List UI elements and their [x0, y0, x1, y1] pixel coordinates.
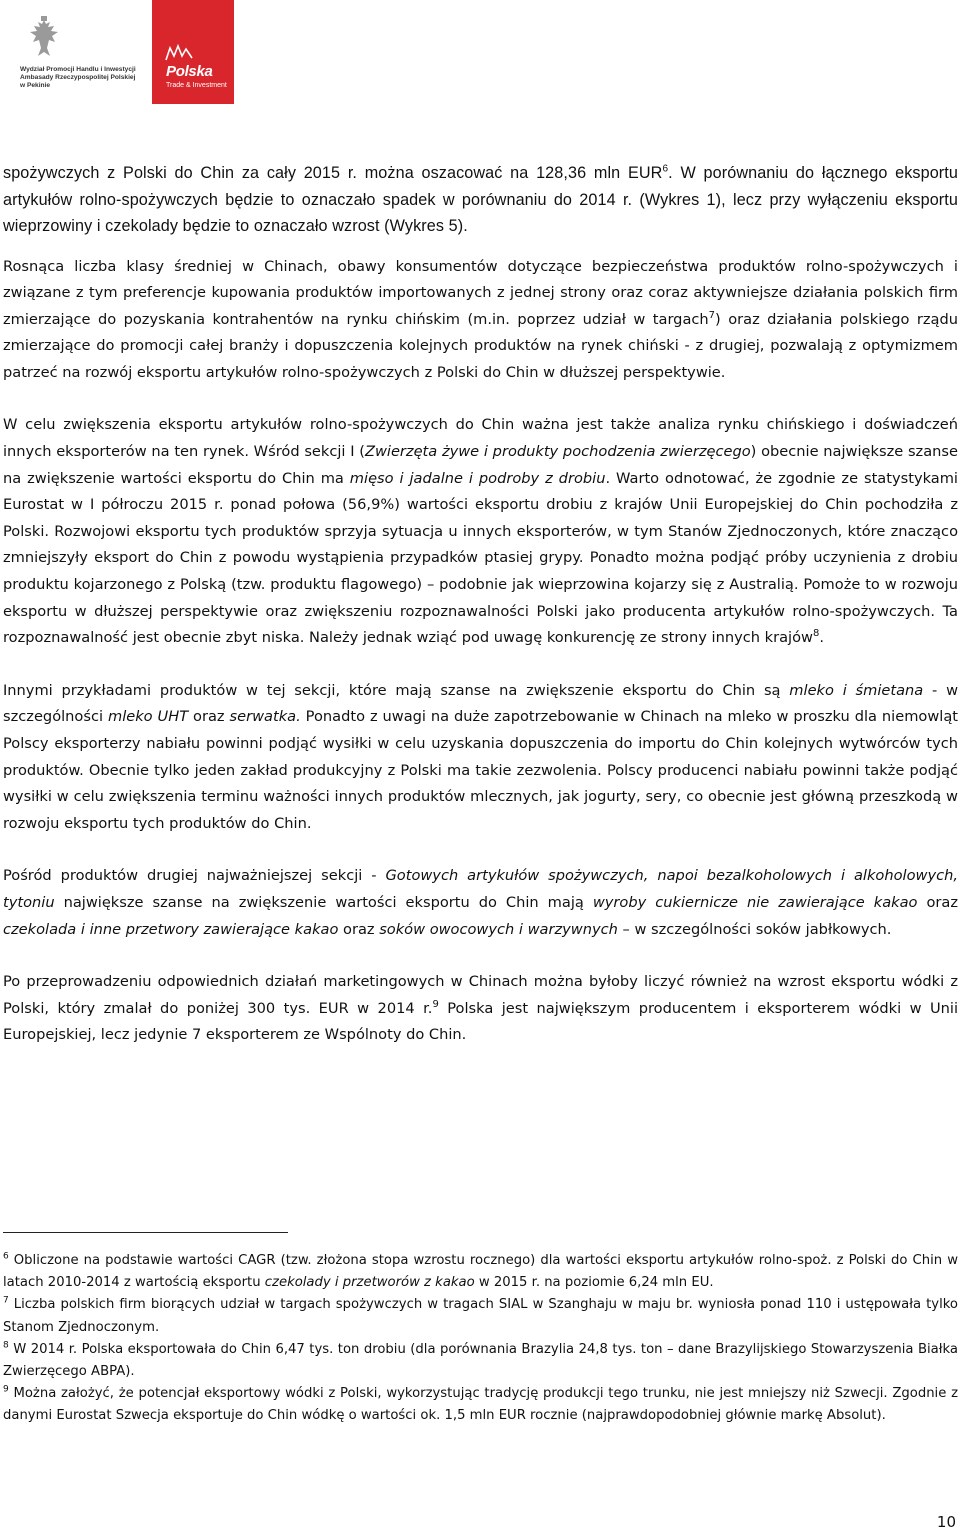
ministry-logo [20, 14, 140, 90]
footnote-6-text-b: w 2015 r. na poziomie 6,24 mln EU. [474, 1275, 714, 1291]
paragraph-vodka [3, 969, 958, 1049]
p3-text-d: . [819, 629, 824, 647]
p5-italic-3: czekolada i inne przetwory zawierające kakao [3, 920, 339, 938]
p4-text-c: oraz [188, 708, 230, 726]
p5-italic-1: Gotowych artykułów spożywczych, napoi bezalkoholowych i alkoholowych, tytoniu [3, 867, 958, 911]
p1-text-a: spożywczych z Polski do Chin za cały 2015 r. można oszacować na 128,36 mln EUR [3, 164, 663, 182]
polish-eagle-emblem-icon [24, 14, 64, 62]
p4-italic-1: mleko i śmietana [789, 681, 924, 699]
p2-text-a: Rosnąca liczba klasy średniej w Chinach, obawy konsumentów dotyczące bezpieczeństwa produktów rolno-spożywczych i związane z tym preferencje kupowania produktów importowanych z jednej strony oraz coraz aktywniejsze działania polskich firm zmierzające do pozyskania kontrahentów na rynku chińskim (m.in. poprzez udział w targach [3, 257, 958, 328]
p5-text-e: – w szczególności soków jabłkowych. [617, 920, 892, 938]
footnote-6-italic: czekolady i przetworów z kakao [264, 1275, 475, 1291]
ministry-line-2: Ambasady Rzeczypospolitej Polskiej [20, 74, 136, 81]
brand-tagline: Trade & Investment [166, 82, 227, 89]
p5-text-d: oraz [338, 920, 380, 938]
paragraph-section-two [3, 863, 958, 943]
p5-text-b: największe szanse na zwiększenie wartości eksportu do Chin mają [54, 893, 593, 911]
footnote-9-text: Można założyć, że potencjał eksportowy wódki z Polski, wykorzystując tradycję produkcji tego trunku, nie jest mniejszy niż Szwecji. Zgodnie z danymi Eurostat Szwecja eksportuje do Chin wódkę o wartości ok. 1,5 mln EUR rocznie (najprawdopodobniej głównie markę Absolut). [3, 1386, 958, 1424]
paragraph-market-outlook [3, 254, 958, 387]
footnote-ref-8[interactable]: 8 [812, 628, 820, 640]
ministry-name [20, 66, 140, 90]
footnote-6-number: 6 [3, 1251, 9, 1262]
p5-text-c: oraz [917, 893, 959, 911]
footnote-separator [3, 1232, 288, 1233]
p2-text-b: ) oraz działania polskiego rządu zmierzające do promocji całej branży i dopuszczenia kolejnych produktów na rynek chiński - z drugiej, pozwalają z optymizmem patrzeć na rozwój eksportu artykułów rolno-spożywczych z Polski do Chin w dłuższej perspektywie. [3, 310, 959, 381]
footnote-8-text: W 2014 r. Polska eksportowała do Chin 6,47 tys. ton drobiu (dla porównania Brazylia 24,8 tys. ton – dane Brazylijskiego Stowarzyszenia Białka Zwierzęcego ABPA). [3, 1341, 958, 1380]
footnote-8 [3, 1339, 958, 1383]
footnote-7 [3, 1294, 958, 1338]
footnote-ref-6[interactable]: 6 [662, 163, 669, 175]
p1-text-b: . W porównaniu do łącznego eksportu artykułów rolno-spożywczych będzie to oznaczało spadek w porównaniu do 2014 r. (Wykres 1), lecz przy wyłączeniu eksportu wieprzowiny i czekolady będzie to oznaczało wzrost (Wykres 5). [3, 164, 959, 235]
ministry-line-3: w Pekinie [20, 82, 51, 89]
footnote-9-number: 9 [3, 1384, 9, 1395]
p4-italic-2: mleko UHT [107, 708, 189, 726]
footnote-9 [3, 1383, 958, 1427]
footnotes [3, 1250, 958, 1428]
footnote-ref-9[interactable]: 9 [432, 998, 439, 1010]
p4-italic-3: serwatka. [229, 708, 301, 726]
footnote-ref-7[interactable]: 7 [708, 309, 716, 321]
document-body [3, 160, 958, 1049]
p5-text-a: Pośród produktów drugiej najważniejszej sekcji - [3, 867, 386, 885]
p3-text-a: W celu zwiększenia eksportu artykułów rolno-spożywczych do Chin ważna jest także analiza rynku chińskiego i doświadczeń innych eksporterów na ten rynek. Wśród sekcji I ( [3, 416, 958, 461]
polska-brand-logo [152, 0, 234, 104]
p4-text-b: - w szczególności [3, 681, 959, 726]
paragraph-export-estimate [3, 160, 958, 240]
footnote-7-number: 7 [3, 1296, 9, 1307]
page-header [0, 0, 960, 110]
p6-text-b: Polska jest największym producentem i eksporterem wódki w Unii Europejskiej, lecz jedynie 7 eksporterem ze Wspólnoty do Chin. [3, 999, 958, 1044]
p6-text-a: Po przeprowadzeniu odpowiednich działań marketingowych w Chinach można byłoby liczyć również na wzrost eksportu wódki z Polski, który zmalał do poniżej 300 tys. EUR w 2014 r. [3, 973, 958, 1017]
p3-text-b: ) obecnie największe szanse na zwiększenie wartości eksportu do Chin ma [3, 443, 958, 487]
p3-italic-1: Zwierzęta żywe i produkty pochodzenia zwierzęcego [364, 443, 751, 461]
paragraph-dairy [3, 678, 958, 838]
p4-text-a: Innymi przykładami produktów w tej sekcji, które mają szanse na zwiększenie eksportu do Chin są [3, 681, 790, 699]
p3-text-c: . Warto odnotować, że zgodnie ze statystykami Eurostat w I półroczu 2015 r. ponad połowa (56,9%) wartości eksportu drobiu z krajów Unii Europejskiej do Chin pochodziła z Polski. Rozwojowi eksportu tych produktów sprzyja sytuacja u innych eksporterów, w tym Stanów Zjednoczonych, które znacząco zmniejszyły eksport do Chin z powodu wystąpienia przypadków ptasiej grypy. Ponadto można podjąć próby uczynienia z drobiu produktu kojarzonego z Polską (tzw. produktu flagowego) – podobnie jak wieprzowina kojarzy się z Australią. Pomoże to w rozwoju eksportu w dłuższej perspektywie oraz zwiększeniu rozpoznawalności Polski jako producenta artykułów rolno-spożywczych. Ta rozpoznawalność jest obecnie zbyt niska. Należy jednak wziąć pod uwagę konkurencję ze strony innych krajów [3, 469, 958, 647]
page-number: 10 [936, 1513, 956, 1531]
footnote-6 [3, 1250, 958, 1294]
footnote-8-number: 8 [3, 1340, 9, 1351]
p4-text-d: Ponadto z uwagi na duże zapotrzebowanie w Chinach na mleko w proszku dla niemowląt Polscy eksporterzy nabiału powinni podjąć wysiłki w celu uzyskania dopuszczenia do importu do Chin kolejnych wytwórców tych produktów. Obecnie tylko jeden zakład produkcyjny z Polski ma takie zezwolenia. Polscy producenci nabiału powinni także podjąć wysiłki w celu zwiększenia terminu ważności innych produktów mlecznych, jak jogurty, sery, co obecnie jest główną przeszkodą w rozwoju eksportu tych produktów do Chin. [3, 708, 959, 832]
paragraph-section-one [3, 412, 958, 651]
p5-italic-4: soków owocowych i warzywnych [379, 920, 618, 938]
p5-italic-2: wyroby cukiernicze nie zawierające kakao [592, 893, 918, 911]
ministry-line-1: Wydział Promocji Handlu i Inwestycji [20, 66, 136, 73]
p3-italic-2: mięso i jadalne i podroby z drobiu [349, 469, 606, 487]
brand-flag-mark-icon [164, 44, 194, 62]
footnote-6-text-a: Obliczone na podstawie wartości CAGR (tzw. złożona stopa wzrostu rocznego) dla wartości eksportu artykułów rolno-spoż. z Polski do Chin w latach 2010-2014 z wartością eksportu [3, 1253, 958, 1291]
brand-name: Polska [166, 63, 213, 80]
footnote-7-text: Liczba polskich firm biorących udział w targach spożywczych w tragach SIAL w Szanghaju w maju br. wyniosła ponad 110 i ustępowała tylko Stanom Zjednoczonym. [3, 1297, 958, 1335]
